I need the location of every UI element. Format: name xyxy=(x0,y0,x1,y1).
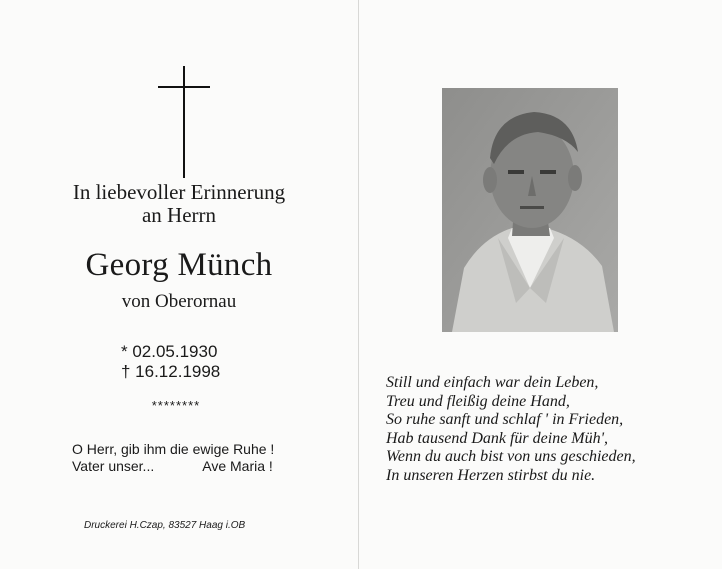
poem-line: So ruhe sanft und schlaf ' in Frieden, xyxy=(386,411,624,429)
poem-line: Still und einfach war dein Leben, xyxy=(386,374,599,391)
deceased-name: Georg Münch xyxy=(85,247,273,283)
poem-line: Wenn du auch bist von uns geschieden, xyxy=(386,448,636,466)
life-dates xyxy=(121,342,220,382)
portrait-photo xyxy=(442,88,618,332)
star-separator: ******** xyxy=(151,398,201,413)
heading-line-2: an Herrn xyxy=(141,203,217,227)
poem-block xyxy=(386,374,636,486)
card-fold-line xyxy=(358,0,359,569)
prayer-block xyxy=(72,441,274,475)
poem-line: Treu und fleißig deine Hand, xyxy=(386,392,570,410)
birth-date: * 02.05.1930 xyxy=(121,342,218,361)
prayer-ave-maria: Ave Maria ! xyxy=(202,458,273,474)
prayer-vater-unser: Vater unser... xyxy=(72,458,155,474)
poem-line: Hab tausend Dank für deine Müh', xyxy=(386,429,609,447)
heading-line-1: In liebevoller Erinnerung xyxy=(72,180,286,204)
left-panel xyxy=(0,0,358,569)
origin-place: von Oberornau xyxy=(121,291,237,312)
death-date: † 16.12.1998 xyxy=(121,362,221,381)
prayer-line-1: O Herr, gib ihm die ewige Ruhe ! xyxy=(72,441,275,457)
poem-line: In unseren Herzen stirbst du nie. xyxy=(386,466,596,484)
printer-imprint: Druckerei H.Czap, 83527 Haag i.OB xyxy=(84,520,246,531)
